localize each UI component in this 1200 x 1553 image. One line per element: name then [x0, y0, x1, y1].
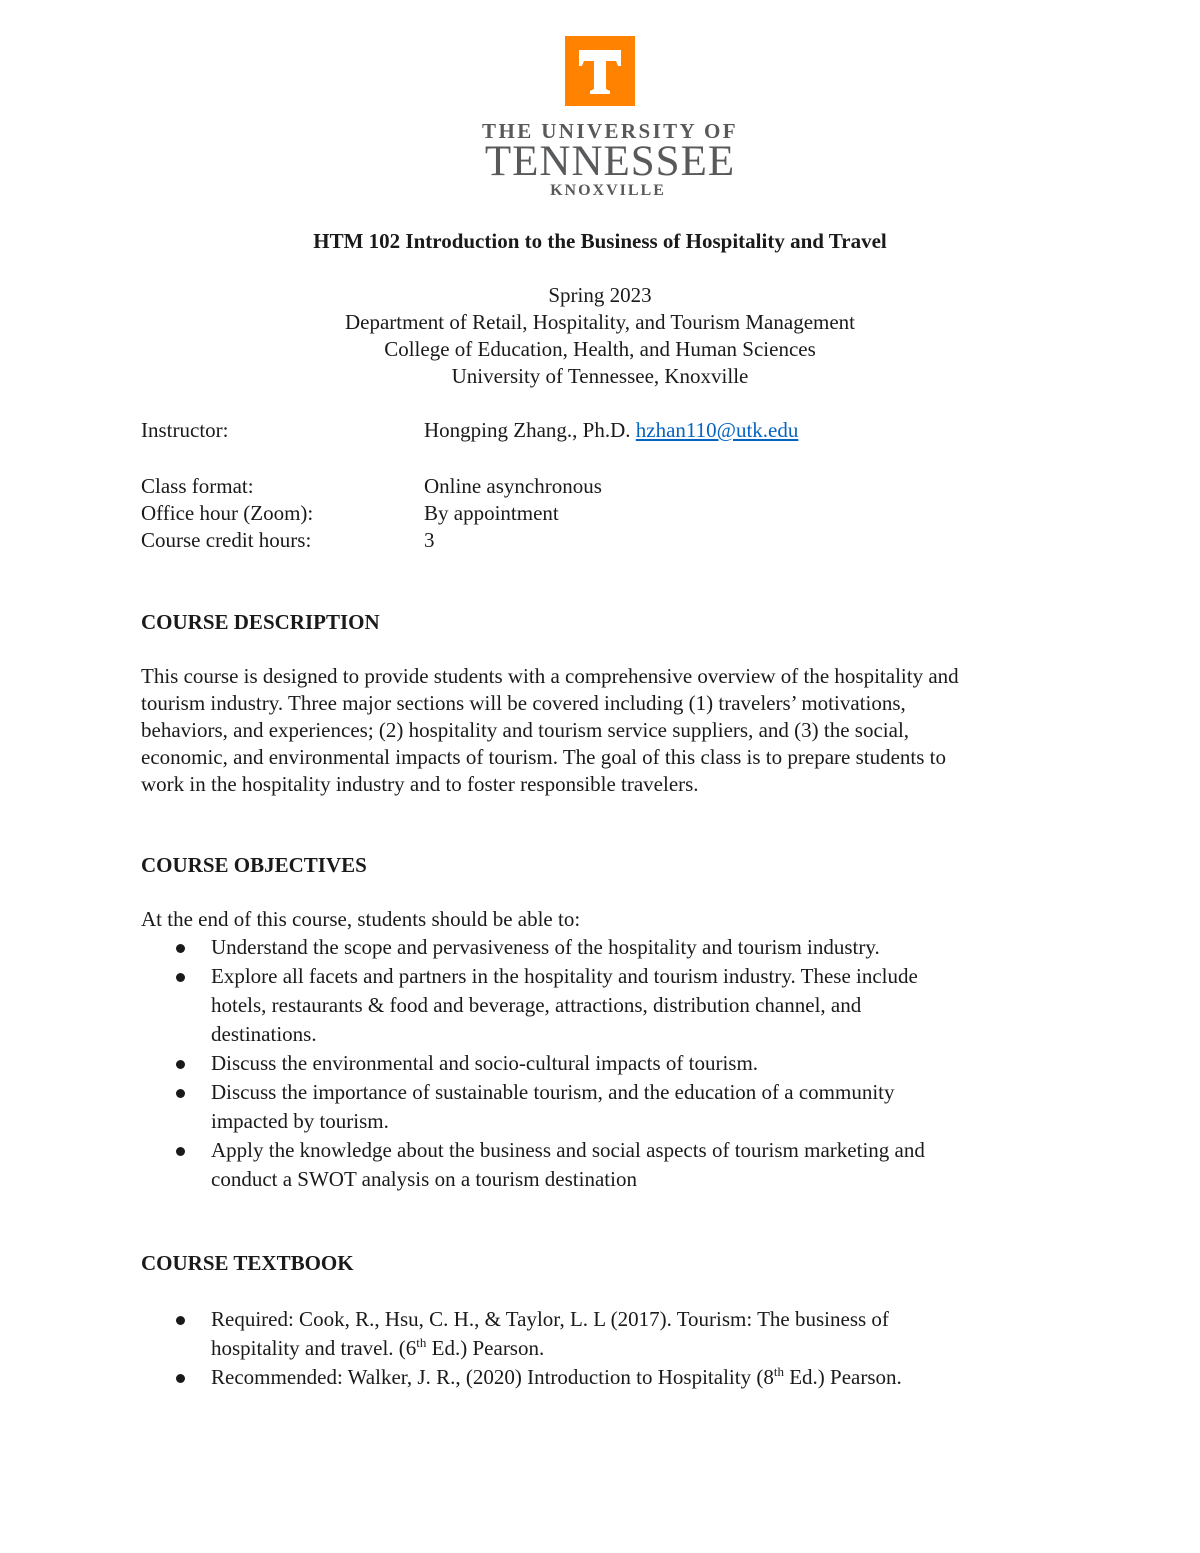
class-format-value: Online asynchronous	[424, 474, 602, 498]
office-hour-value: By appointment	[424, 501, 559, 525]
objective-item	[141, 1136, 1041, 1194]
bullet-icon	[176, 1089, 185, 1098]
course-description-body	[141, 663, 1071, 798]
objective-item	[141, 933, 1041, 962]
course-title: HTM 102 Introduction to the Business of Hospitality and Travel	[313, 229, 887, 253]
course-description-heading: COURSE DESCRIPTION	[141, 610, 380, 634]
objective-item	[141, 1049, 1041, 1078]
description-line: economic, and environmental impacts of tourism. The goal of this class is to prepare students to	[141, 745, 947, 769]
textbook-text: Recommended: Walker, J. R., (2020) Introduction to Hospitality (8	[211, 1365, 774, 1389]
textbook-text: Ed.) Pearson.	[426, 1336, 545, 1360]
objectives-list	[141, 933, 1041, 1194]
objective-text: conduct a SWOT analysis on a tourism destination	[211, 1167, 637, 1191]
objective-text: Apply the knowledge about the business and social aspects of tourism marketing and	[211, 1138, 925, 1162]
credit-hours-value: 3	[424, 528, 435, 552]
course-term: Spring 2023	[548, 283, 652, 307]
textbook-required-line: Required: Cook, R., Hsu, C. H., & Taylor, L. L (2017). Tourism: The business of	[211, 1307, 889, 1331]
bullet-icon	[176, 1147, 185, 1156]
objective-text: hotels, restaurants & food and beverage, attractions, distribution channel, and	[211, 993, 862, 1017]
objective-text: Discuss the environmental and socio-cultural impacts of tourism.	[211, 1051, 759, 1075]
textbook-list	[141, 1305, 1041, 1392]
objective-text: Understand the scope and pervasiveness of the hospitality and tourism industry.	[211, 935, 880, 959]
instructor-label: Instructor:	[141, 418, 229, 442]
instructor-email-link[interactable]: hzhan110@utk.edu	[635, 418, 799, 442]
instructor-value	[424, 417, 798, 444]
bullet-icon	[176, 1374, 185, 1383]
objective-item	[141, 962, 1041, 1049]
description-line: behaviors, and experiences; (2) hospitality and tourism service suppliers, and (3) the social,	[141, 718, 910, 742]
class-format-label: Class format:	[141, 474, 254, 498]
university: University of Tennessee, Knoxville	[451, 364, 749, 388]
department: Department of Retail, Hospitality, and Tourism Management	[345, 310, 855, 334]
logo-line-1: THE UNIVERSITY OF	[482, 119, 738, 143]
credit-hours-label: Course credit hours:	[141, 528, 312, 552]
textbook-text: Ed.) Pearson.	[783, 1365, 902, 1389]
edition-superscript: th	[773, 1364, 784, 1379]
objective-item	[141, 1078, 1041, 1136]
logo-line-3: KNOXVILLE	[550, 182, 666, 199]
edition-superscript: th	[416, 1335, 427, 1350]
office-hour-label: Office hour (Zoom):	[141, 501, 314, 525]
bullet-icon	[176, 944, 185, 953]
course-objectives-heading: COURSE OBJECTIVES	[141, 853, 367, 877]
description-line: This course is designed to provide students with a comprehensive overview of the hospitality and	[141, 664, 959, 688]
tennessee-t-icon	[565, 36, 635, 106]
textbook-item-recommended	[141, 1363, 1041, 1392]
course-textbook-heading: COURSE TEXTBOOK	[141, 1251, 354, 1275]
textbook-recommended-line	[211, 1363, 1041, 1392]
university-logo	[0, 36, 1200, 200]
textbook-item-required	[141, 1305, 1041, 1363]
bullet-icon	[176, 1316, 185, 1325]
objective-text: Discuss the importance of sustainable tourism, and the education of a community	[211, 1080, 895, 1104]
objectives-intro: At the end of this course, students should be able to:	[141, 907, 581, 931]
logo-line-2: TENNESSEE	[484, 138, 736, 185]
instructor-name: Hongping Zhang., Ph.D.	[424, 418, 631, 442]
textbook-text: hospitality and travel. (6	[211, 1336, 417, 1360]
college: College of Education, Health, and Human Sciences	[384, 337, 816, 361]
bullet-icon	[176, 1060, 185, 1069]
description-line: work in the hospitality industry and to foster responsible travelers.	[141, 772, 699, 796]
objective-text: Explore all facets and partners in the hospitality and tourism industry. These include	[211, 964, 918, 988]
bullet-icon	[176, 973, 185, 982]
textbook-required-line	[211, 1334, 1041, 1363]
objective-text: impacted by tourism.	[211, 1109, 389, 1133]
objective-text: destinations.	[211, 1022, 317, 1046]
description-line: tourism industry. Three major sections will be covered including (1) travelers’ motivations,	[141, 691, 906, 715]
